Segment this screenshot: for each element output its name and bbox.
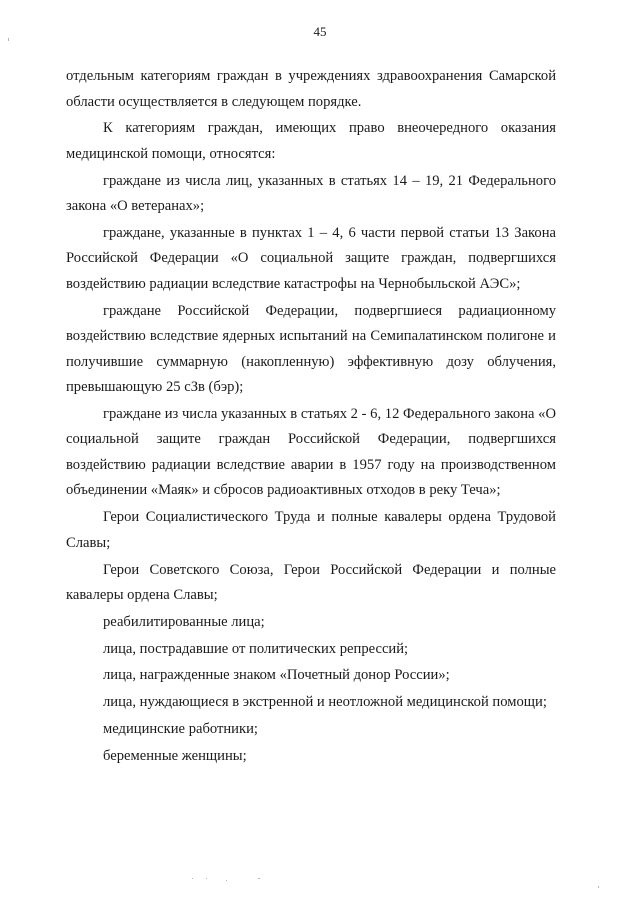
list-item-emergency-care: лица, нуждающиеся в экстренной и неотложной медицинской помощи;	[103, 694, 547, 711]
list-item-rehabilitated: реабилитированные лица;	[103, 613, 265, 630]
scan-artifact	[226, 880, 227, 881]
paragraph-categories-heading: К категориям граждан, имеющих право внеочередного оказания медицинской помощи, относятся:	[66, 120, 556, 162]
list-item-chernobyl: граждане, указанные в пунктах 1 – 4, 6 части первой статьи 13 Закона Российской Федерации «О социальной защите граждан, подвергшихся воздействию радиации вследствие катастрофы на Чернобыльской АЭС»;	[66, 224, 556, 292]
scan-artifact	[8, 38, 9, 41]
scan-artifact	[206, 878, 207, 879]
page-number: 45	[313, 24, 327, 39]
list-item-honorary-donors: лица, награжденные знаком «Почетный донор России»;	[103, 667, 450, 684]
paragraph-intro-continuation: отдельным категориям граждан в учреждениях здравоохранения Самарской области осуществляется в следующем порядке.	[66, 68, 556, 110]
list-item-mayak: граждане из числа указанных в статьях 2 - 6, 12 Федерального закона «О социальной защите граждан Российской Федерации, подвергшихся воздействию радиации вследствие аварии в 1957 году на производственном объединении «Маяк» и сбросов радиоактивных отходов в реку Теча»;	[66, 405, 556, 499]
list-item-heroes-of-labour: Герои Социалистического Труда и полные кавалеры ордена Трудовой Славы;	[66, 509, 556, 551]
list-item-pregnant-women: беременные женщины;	[103, 747, 247, 764]
list-item-semipalatinsk: граждане Российской Федерации, подвергшиеся радиационному воздействию вследствие ядерных испытаний на Семипалатинском полигоне и получившие суммарную (накопленную) эффективную дозу облучения, превышающую 25 сЗв (бэр);	[66, 302, 556, 396]
scan-artifact	[192, 878, 193, 879]
list-item-medical-workers: медицинские работники;	[103, 721, 258, 738]
list-item-heroes-of-soviet-union: Герои Советского Союза, Герои Российской Федерации и полные кавалеры ордена Славы;	[66, 561, 556, 604]
scan-artifact	[598, 886, 599, 888]
scan-artifact	[258, 878, 260, 879]
document-body	[66, 64, 556, 771]
list-item-political-repressions: лица, пострадавшие от политических репрессий;	[103, 640, 409, 657]
list-item-veterans: граждане из числа лиц, указанных в статьях 14 – 19, 21 Федерального закона «О ветеранах»;	[66, 172, 556, 215]
